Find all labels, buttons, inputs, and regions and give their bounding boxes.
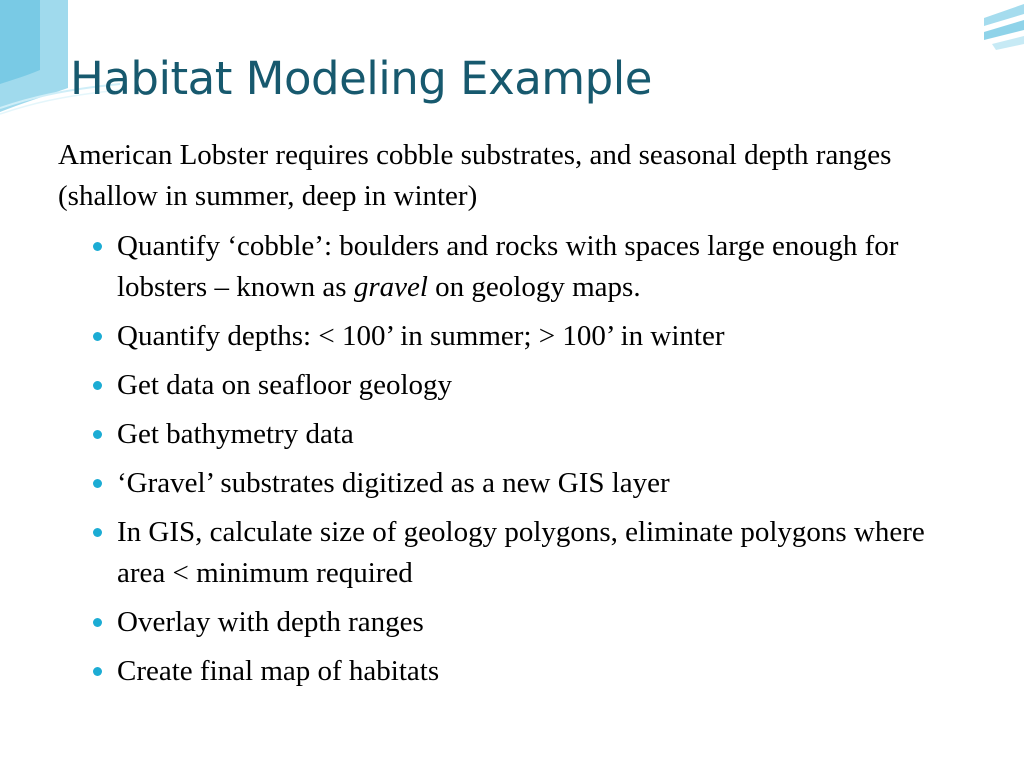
bullet-text: Quantify depths: < 100’ in summer; > 100’ in winter [117, 320, 725, 352]
slide-content [58, 135, 958, 700]
bullet-item [90, 512, 958, 594]
bullet-text: In GIS, calculate size of geology polygons, eliminate polygons where area < minimum required [117, 516, 925, 589]
slide-title: Habitat Modeling Example [70, 52, 652, 105]
wave-decoration-right [984, 0, 1024, 60]
bullet-dot-icon [93, 618, 102, 627]
bullet-item [90, 463, 958, 504]
bullet-item [90, 602, 958, 643]
bullet-dot-icon [93, 528, 102, 537]
bullet-item [90, 414, 958, 455]
bullet-list [58, 226, 958, 692]
bullet-emphasis: gravel [353, 271, 428, 303]
bullet-item [90, 365, 958, 406]
bullet-dot-icon [93, 667, 102, 676]
bullet-item [90, 226, 958, 308]
bullet-item [90, 651, 958, 692]
bullet-dot-icon [93, 430, 102, 439]
bullet-item [90, 316, 958, 357]
intro-text: American Lobster requires cobble substrates, and seasonal depth ranges (shallow in summer, deep in winter) [58, 139, 892, 212]
bullet-dot-icon [93, 242, 102, 251]
bullet-dot-icon [93, 479, 102, 488]
bullet-text: Overlay with depth ranges [117, 606, 424, 638]
bullet-dot-icon [93, 381, 102, 390]
bullet-text: Create final map of habitats [117, 655, 440, 687]
bullet-dot-icon [93, 332, 102, 341]
bullet-text: Get bathymetry data [117, 418, 354, 450]
bullet-text-after: on geology maps. [427, 271, 641, 303]
bullet-text-before: Quantify ‘cobble’: boulders and rocks with spaces large enough for lobsters – known as [117, 230, 899, 303]
bullet-text: ‘Gravel’ substrates digitized as a new GIS layer [117, 467, 670, 499]
bullet-text: Get data on seafloor geology [117, 369, 453, 401]
